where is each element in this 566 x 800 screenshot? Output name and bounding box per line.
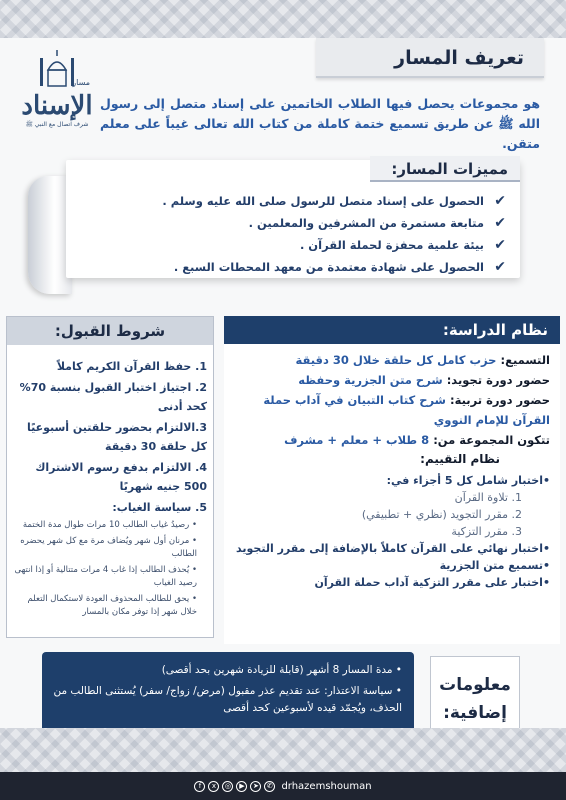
conditions-title: شروط القبول: [7, 317, 213, 345]
info-label: معلومات إضافية: [430, 656, 520, 750]
check-icon: ✔ [494, 259, 506, 275]
check-icon: ✔ [494, 237, 506, 253]
feature-item: ✔ بيئة علمية محفزة لحملة القرآن . [299, 237, 506, 253]
intro-text: هو مجموعات يحصل فيها الطلاب الخاتمين على إسناد متصل إلى رسول الله ﷺ عن طريق تسميع ختمة كاملة من كتاب الله تعالى غيباً على معلم متقن. [100, 96, 540, 151]
condition-item: 5. سياسة الغياب: [112, 501, 207, 514]
study-row: تتكون المجموعة من: 8 طلاب + معلم + مشرف [284, 433, 550, 447]
study-system [224, 316, 560, 644]
absence-item: • يُحذف الطالب إذا غاب 4 مرات متتالية أو إذا انتهى رصيد الغياب [14, 565, 197, 588]
social-icons [194, 781, 275, 792]
telegram-icon[interactable]: ➤ [250, 781, 261, 792]
absence-item: • يحق للطالب المحذوف العودة لاستكمال التعلم خلال شهر إذا توفر مكان بالمسار [27, 594, 197, 617]
evaluation-item: 1. تلاوة القرآن [454, 491, 522, 504]
feature-item: ✔ الحصول على شهادة معتمدة من معهد المحطات السبع . [173, 259, 506, 275]
info-item: • سياسة الاعتذار: عند تقديم عذر مقبول (مرض/ زواج/ سفر) يُستثنى الطالب من الحذف، ويُجمّد قيده لأسبوعين كحد أقصى [53, 685, 402, 714]
bottom-pattern [0, 728, 566, 772]
youtube-icon[interactable]: ▶ [236, 781, 247, 792]
instagram-icon[interactable]: ◎ [222, 781, 233, 792]
absence-item: • مرنان أول شهر ويُضاف مرة مع كل شهر يحضره الطالب [20, 536, 197, 559]
study-title: نظام الدراسة: [224, 316, 560, 344]
page-body [0, 38, 566, 728]
feature-item: ✔ متابعة مستمرة من المشرفين والمعلمين . [248, 215, 506, 231]
logo-word: الإسناد [21, 91, 93, 121]
evaluation-item: •اختبار على مقرر التزكية آداب حملة القرآن [314, 576, 550, 589]
features-title: مميزات المسار: [370, 156, 520, 182]
evaluation-item: •اختبار شامل كل 5 أجزاء في: [386, 474, 550, 487]
check-icon: ✔ [494, 193, 506, 209]
footer-handle[interactable]: drhazemshouman [281, 780, 372, 792]
logo-subtitle: شرف اتصال مع النبي ﷺ [25, 121, 89, 128]
study-row: التسميع: حزب كامل كل حلقة خلال 30 دقيقة [295, 353, 550, 367]
features-card [66, 160, 520, 278]
logo-small-text: مسار [72, 78, 90, 87]
absence-item: • رصيدُ غياب الطالب 10 مرات طوال مدة الختمة [22, 520, 197, 530]
whatsapp-icon[interactable]: ✆ [264, 781, 275, 792]
condition-item: 3.الالتزام بحضور حلقتين أسبوعيًا كل حلقة 30 دقيقة [26, 421, 207, 453]
top-pattern [0, 0, 566, 38]
info-item: • مدة المسار 8 أشهر (قابلة للزيادة شهرين بحد أقصى) [161, 664, 402, 676]
evaluation-title: نظام التقييم: [420, 452, 500, 466]
facebook-icon[interactable]: f [194, 781, 205, 792]
admission-conditions [6, 316, 214, 638]
section-title: تعريف المسار [316, 38, 544, 78]
study-row: حضور دورة تجويد: شرح متن الجزرية وحفظه [298, 373, 550, 387]
condition-item: 2. اجتياز اختبار القبول بنسبة 70% كحد أدنى [19, 381, 207, 413]
condition-item: 1. حفظ القرآن الكريم كاملاً [56, 360, 207, 373]
evaluation-item: 3. مقرر التزكية [451, 525, 522, 538]
check-icon: ✔ [494, 215, 506, 231]
footer [0, 772, 566, 800]
evaluation-item: 2. مقرر التجويد (نظري + تطبيقي) [361, 508, 522, 521]
condition-item: 4. الالتزام بدفع رسوم الاشتراك 500 جنيه شهريًا [35, 461, 207, 493]
x-icon[interactable]: x [208, 781, 219, 792]
evaluation-item: •تسميع متن الجزرية [439, 559, 550, 572]
evaluation-item: •اختبار نهائي على القرآن كاملاً بالإضافة إلى مقرر التجويد [236, 542, 550, 555]
study-row: حضور دورة تربية: شرح كتاب التبيان في آداب حملة القرآن للإمام النووي [263, 393, 550, 427]
feature-item: ✔ الحصول على إسناد متصل للرسول صلى الله عليه وسلم . [162, 193, 506, 209]
logo [18, 48, 96, 143]
